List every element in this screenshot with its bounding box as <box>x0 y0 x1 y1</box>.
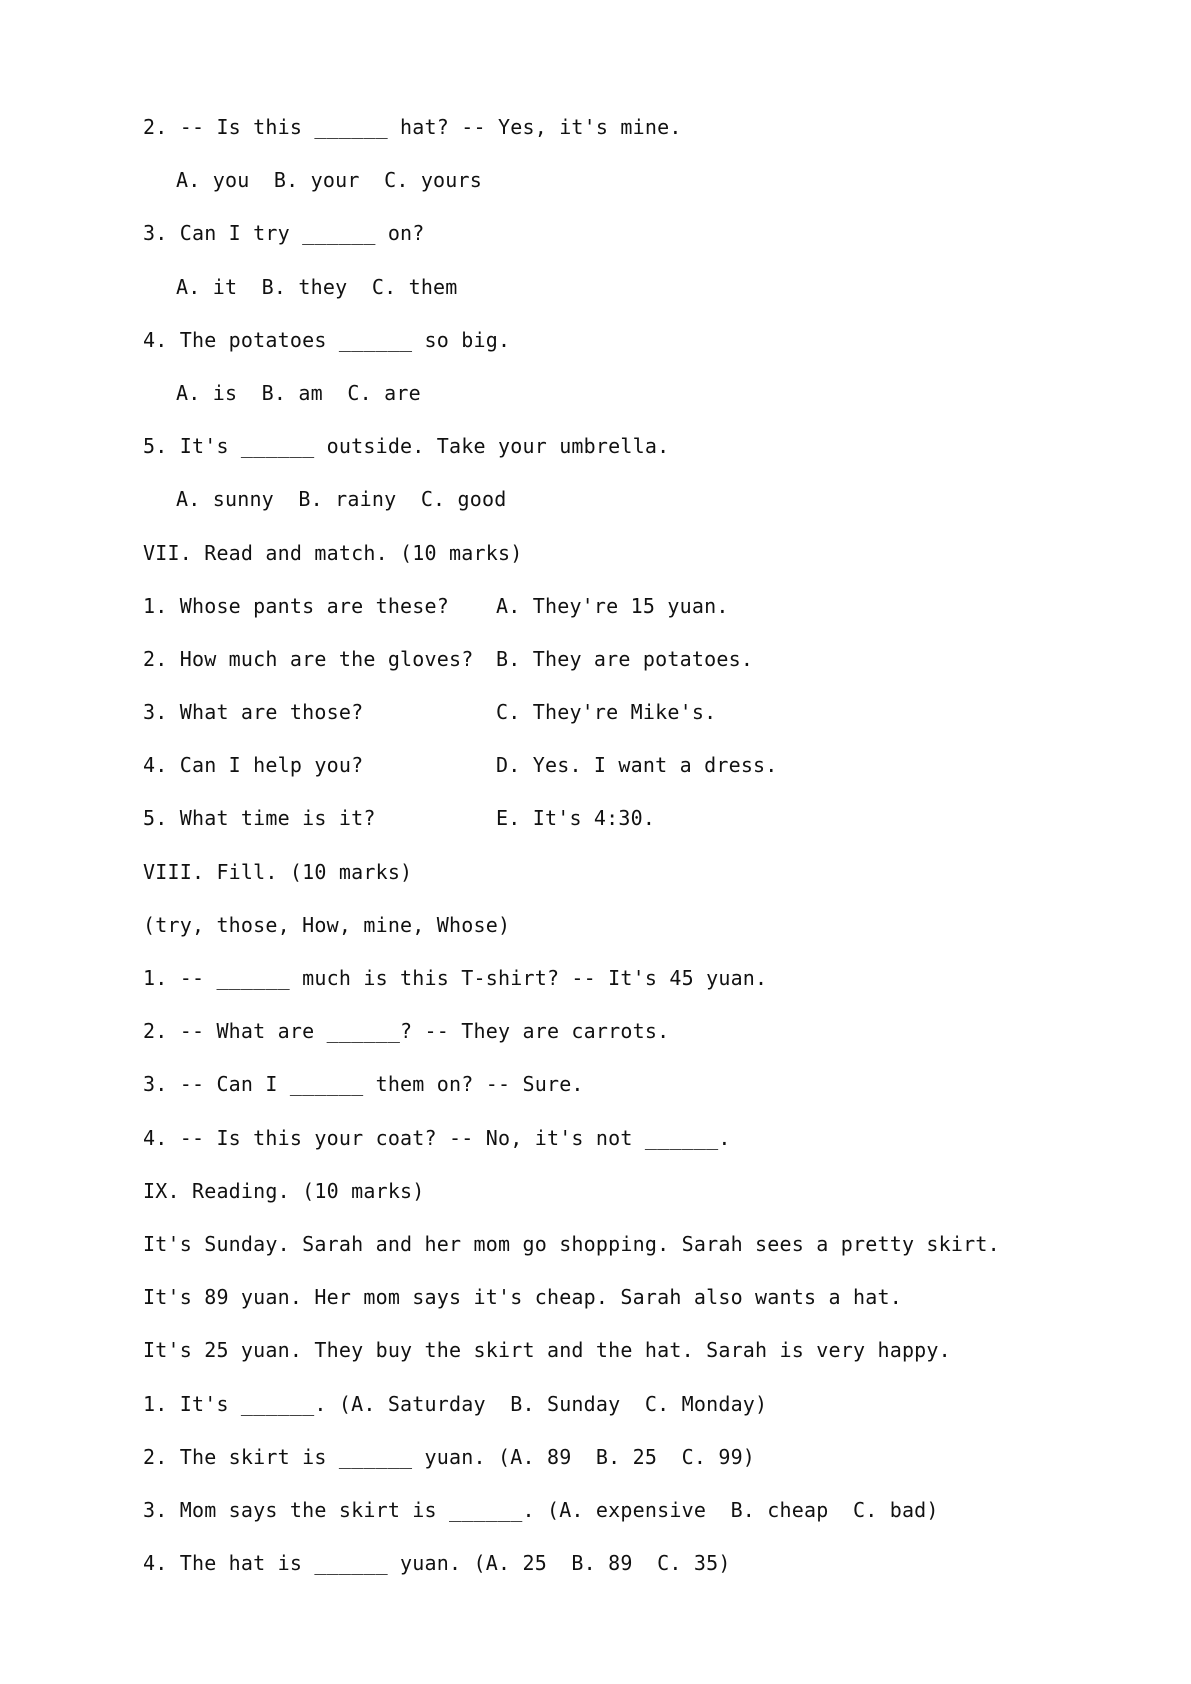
question-3: 3. Can I try ______ on? <box>143 221 425 246</box>
question-5: 5. It's ______ outside. Take your umbrella. <box>143 434 670 459</box>
fill-question-4: 4. -- Is this your coat? -- No, it's not ______. <box>143 1125 731 1150</box>
match-row <box>143 803 1143 856</box>
match-question: 4. Can I help you? <box>143 753 364 778</box>
question-4-options: A. is B. am C. are <box>176 380 421 405</box>
worksheet-page <box>143 112 1143 1601</box>
question-3-options: A. it B. they C. them <box>176 274 458 299</box>
reading-question-1: 1. It's ______. (A. Saturday B. Sunday C. Monday) <box>143 1391 768 1416</box>
question-2-options: A. you B. your C. yours <box>176 168 483 193</box>
match-row <box>143 697 1143 750</box>
question-2: 2. -- Is this ______ hat? -- Yes, it's mine. <box>143 115 682 139</box>
question-4: 4. The potatoes ______ so big. <box>143 327 511 352</box>
match-answer: A. They're 15 yuan. <box>496 593 729 618</box>
match-row <box>143 644 1143 697</box>
reading-passage-line: It's 25 yuan. They buy the skirt and the hat. Sarah is very happy. <box>143 1338 951 1363</box>
word-bank: (try, those, How, mine, Whose) <box>143 912 511 937</box>
reading-passage-line: It's 89 yuan. Her mom says it's cheap. Sarah also wants a hat. <box>143 1285 902 1310</box>
section-vii-heading: VII. Read and match. (10 marks) <box>143 540 523 565</box>
reading-question-2: 2. The skirt is ______ yuan. (A. 89 B. 25 C. 99) <box>143 1444 756 1469</box>
reading-question-4: 4. The hat is ______ yuan. (A. 25 B. 89 C. 35) <box>143 1551 731 1576</box>
match-question: 2. How much are the gloves? <box>143 646 474 671</box>
fill-question-1: 1. -- ______ much is this T-shirt? -- It's 45 yuan. <box>143 966 768 990</box>
match-answer: B. They are potatoes. <box>496 646 754 671</box>
reading-question-3: 3. Mom says the skirt is ______. (A. expensive B. cheap C. bad) <box>143 1497 939 1522</box>
match-question: 1. Whose pants are these? <box>143 593 450 618</box>
match-row <box>143 750 1143 803</box>
fill-question-3: 3. -- Can I ______ them on? -- Sure. <box>143 1072 584 1097</box>
match-answer: C. They're Mike's. <box>496 700 717 725</box>
match-answer: E. It's 4:30. <box>496 806 656 831</box>
match-question: 3. What are those? <box>143 700 364 725</box>
match-row <box>143 591 1143 644</box>
section-ix-heading: IX. Reading. (10 marks) <box>143 1178 425 1203</box>
reading-passage-line: It's Sunday. Sarah and her mom go shopping. Sarah sees a pretty skirt. <box>143 1231 1000 1256</box>
match-answer: D. Yes. I want a dress. <box>496 753 778 778</box>
match-question: 5. What time is it? <box>143 806 376 831</box>
fill-question-2: 2. -- What are ______? -- They are carrots. <box>143 1019 670 1044</box>
section-viii-heading: VIII. Fill. (10 marks) <box>143 859 413 884</box>
question-5-options: A. sunny B. rainy C. good <box>176 487 507 512</box>
